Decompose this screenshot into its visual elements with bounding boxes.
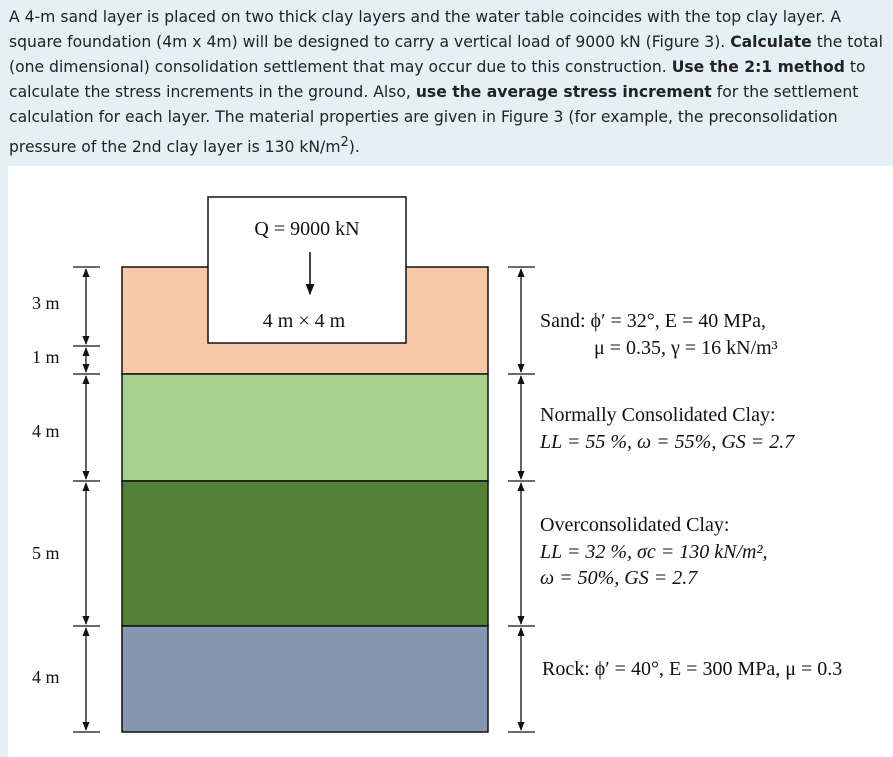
average-keyword: use the average stress increment <box>415 83 712 101</box>
method-keyword: Use the 2:1 method <box>671 58 845 76</box>
dim-label-nc-clay: 4 m <box>32 421 60 441</box>
question-text <box>9 5 889 160</box>
question-part-1: A 4-m sand layer is placed on two thick clay layers and the water table coincides with the top clay layer. A square foundation (4m x 4m) will be designed to carry a vertical load of 9000 kN (Figure 3). <box>9 8 842 51</box>
question-part-3: to calculate the stress increments in the ground. Also, <box>9 58 866 101</box>
calculate-keyword: Calculate <box>730 33 812 51</box>
dim-label-rock: 4 m <box>32 667 60 687</box>
oc-clay-properties-line-2: LL = 32 %, σc = 130 kN/m², <box>540 541 768 563</box>
oc-clay-layer <box>122 481 488 626</box>
dim-label-sand-upper: 3 m <box>32 293 60 313</box>
dim-label-sand-lower: 1 m <box>32 347 60 367</box>
nc-clay-properties-line-2: LL = 55 %, ω = 55%, GS = 2.7 <box>540 431 795 453</box>
left-dimension-line <box>73 267 100 732</box>
rock-layer <box>122 626 488 732</box>
load-label: Q = 9000 kN <box>254 218 360 240</box>
sand-properties-line-1: Sand: ϕ′ = 32°, E = 40 MPa, <box>540 310 767 332</box>
dim-label-oc-clay: 5 m <box>32 543 60 563</box>
oc-clay-properties-line-1: Overconsolidated Clay: <box>540 514 730 536</box>
question-part-4: for the settlement calculation for each layer. The material properties are given in Figure 3 (for example, the preconsolidation pressure of the 2nd clay layer is 130 kN/m <box>9 83 859 157</box>
footing-size-label: 4 m × 4 m <box>262 310 346 332</box>
nc-clay-layer <box>122 374 488 481</box>
right-dimension-line <box>508 267 535 732</box>
oc-clay-properties-line-3: ω = 50%, GS = 2.7 <box>540 567 698 589</box>
question-part-2: the total (one dimensional) consolidation settlement that may occur due to this construction. <box>9 33 883 76</box>
nc-clay-properties-line-1: Normally Consolidated Clay: <box>540 404 776 426</box>
rock-properties-line-1: Rock: ϕ′ = 40°, E = 300 MPa, μ = 0.3 <box>542 658 843 680</box>
sand-properties-line-2: μ = 0.35, γ = 16 kN/m³ <box>594 337 778 359</box>
unit-superscript: 2 <box>340 135 349 150</box>
soil-profile-svg <box>8 166 893 757</box>
question-part-5: ). <box>348 138 360 157</box>
soil-profile-figure <box>8 166 893 757</box>
